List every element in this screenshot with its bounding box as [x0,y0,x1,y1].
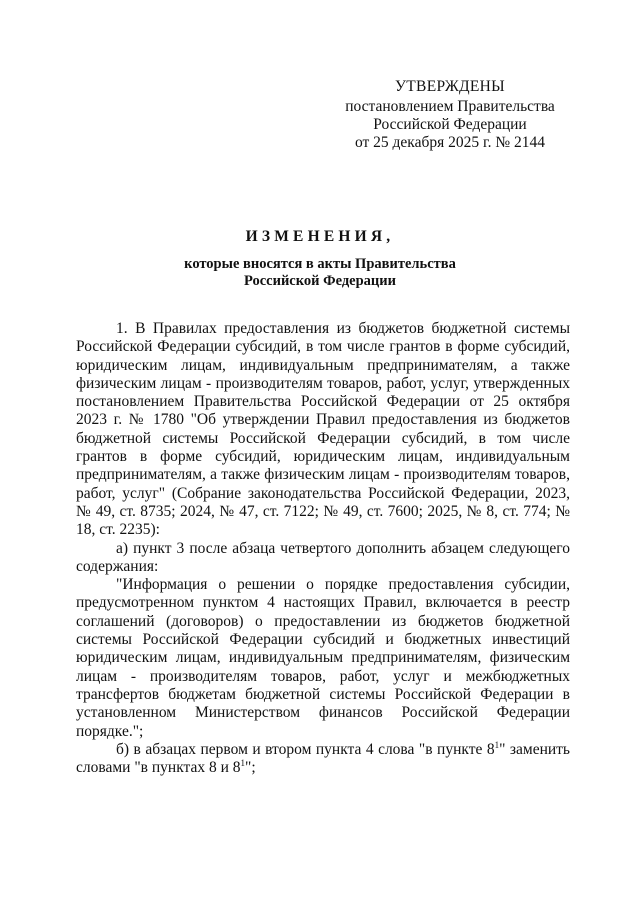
heading-subtitle-line-1: которые вносятся в акты Правительства [184,256,456,272]
paragraph-4-text-3: "; [245,759,256,777]
heading-title: ИЗМЕНЕНИЯ, [245,228,395,245]
paragraph-4-text-2: " заменить словами "в пунктах 8 и 8 [76,740,571,777]
approval-title: УТВЕРЖДЕНЫ [395,78,505,95]
superscript-2: 1 [240,758,246,769]
paragraph-3: "Информация о решении о порядке предоставления субсидии, предусмотренном пунктом 4 настоящих Правил, включается в реестр соглашений (договоров) о предоставлении из бюджетов бюджетной системы Российской Федерации субсидий и бюджетных инвестиций юридическим лицам, индивидуальным предпринимателям, физическим лицам - производителям товаров, работ, услуг и межбюджетных трансфертов бюджетам бюджетной системы Российской Федерации в установленном Министерством финансов Российской Федерации порядке."; [76,576,570,740]
paragraph-4 [76,741,570,778]
paragraph-4-text-1: б) в абзацах первом и втором пункта 4 слова "в пункте 8 [116,740,495,758]
paragraph-1: 1. В Правилах предоставления из бюджетов бюджетной системы Российской Федерации субсидий, в том числе грантов в форме субсидий, юридическим лицам, индивидуальным предпринимателям, а также физическим лицам - производителям товаров, работ, услуг, утвержденных постановлением Правительства Российской Федерации от 25 октября 2023 г. № 1780 "Об утверждении Правил предоставления из бюджетов бюджетной системы Российской Федерации субсидий, в том числе грантов в форме субсидий, юридическим лицам, индивидуальным предпринимателям, а также физическим лицам - производителям товаров, работ, услуг" (Собрание законодательства Российской Федерации, 2023, № 49, ст. 8735; 2024, № 47, ст. 7122; № 49, ст. 7600; 2025, № 8, ст. 774; № 18, ст. 2235): [76,320,570,539]
superscript-1: 1 [494,739,500,750]
heading-subtitle-line-2: Российской Федерации [243,273,396,289]
paragraph-2: а) пункт 3 после абзаца четвертого дополнить абзацем следующего содержания: [76,539,570,575]
approval-block [330,78,570,152]
approval-line-2: Российской Федерации [373,116,527,133]
approval-line-1: постановлением Правительства [345,98,555,115]
approval-line-3: от 25 декабря 2025 г. № 2144 [354,134,546,151]
document-body [76,320,570,777]
document-heading [0,228,640,290]
